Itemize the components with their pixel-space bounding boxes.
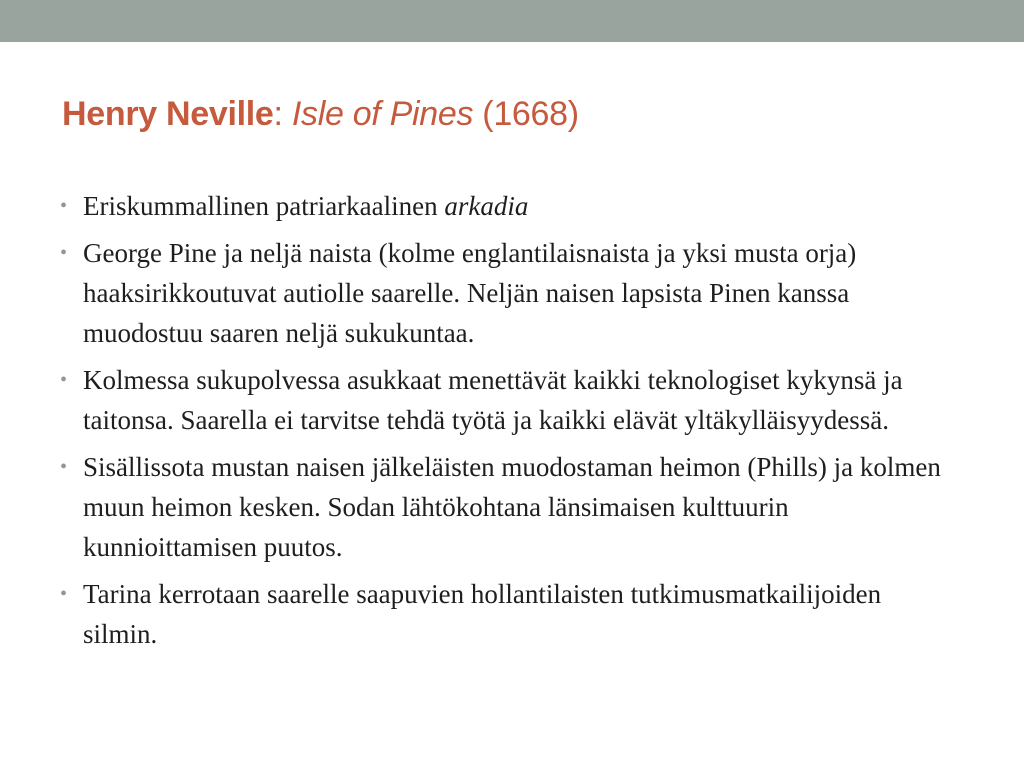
top-header-bar (0, 0, 1024, 42)
bullet-dot-icon: • (60, 369, 68, 391)
bullet-dot-icon: • (60, 195, 68, 217)
title-year: (1668) (473, 95, 579, 133)
bullet-item (60, 233, 960, 353)
bullet-text: George Pine ja neljä naista (kolme englantilaisnaista ja yksi musta orja) haaksirikkoutuvat autiolle saarelle. Neljän naisen lapsista Pinen kanssa muodostuu saaren neljä sukukuntaa. (83, 238, 857, 348)
bullet-dot-icon: • (60, 242, 68, 264)
bullet-text: Tarina kerrotaan saarelle saapuvien hollantilaisten tutkimusmatkailijoiden silmin. (83, 579, 882, 649)
bullet-item (60, 447, 960, 567)
bullet-item (60, 186, 960, 226)
bullet-item (60, 574, 960, 654)
bullet-text: Kolmessa sukupolvessa asukkaat menettävät kaikki teknologiset kykynsä ja taitonsa. Saarella ei tarvitse tehdä työtä ja kaikki elävät yltäkylläisyydessä. (83, 365, 903, 435)
title-separator: : (273, 95, 292, 133)
bullet-emphasis: arkadia (444, 191, 529, 221)
bullet-text: Sisällissota mustan naisen jälkeläisten muodostaman heimon (Phills) ja kolmen muun heimon kesken. Sodan lähtökohtana länsimaisen kulttuurin kunnioittamisen puutos. (83, 452, 941, 562)
title-book: Isle of Pines (291, 95, 474, 133)
bullet-text: Eriskummallinen patriarkaalinen (83, 191, 445, 221)
slide-title (62, 94, 579, 135)
bullet-item (60, 360, 960, 440)
bullet-dot-icon: • (60, 456, 68, 478)
bullet-list (60, 186, 960, 661)
title-author: Henry Neville (62, 95, 274, 133)
bullet-dot-icon: • (60, 583, 68, 605)
